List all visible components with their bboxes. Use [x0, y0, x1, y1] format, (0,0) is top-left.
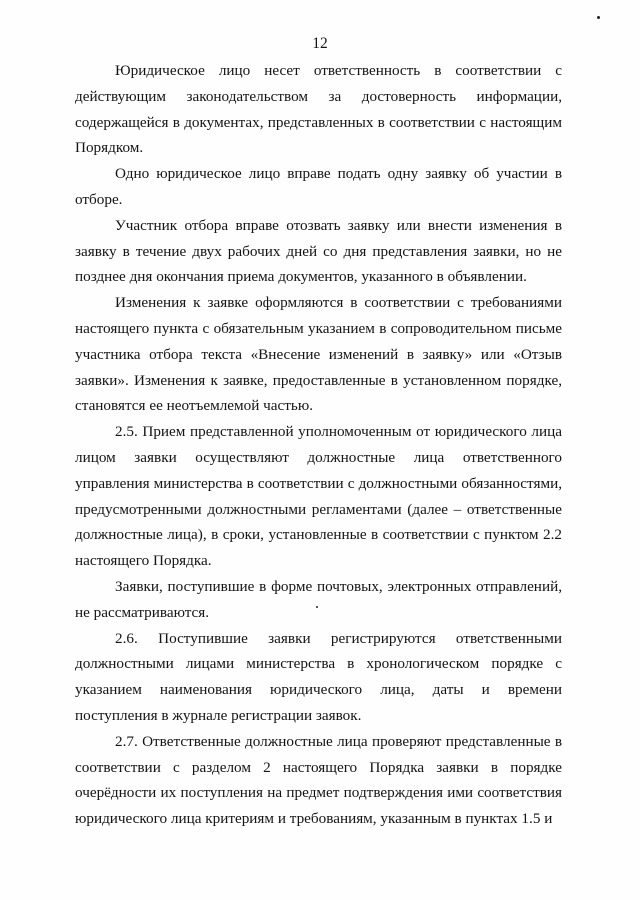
scan-speck [597, 16, 600, 19]
page-number: 12 [312, 35, 328, 52]
paragraph-2-7: 2.7. Ответственные должностные лица проверяют представленные в соответствии с разделом 2 настоящего Порядка заявки в порядке очерёдности их поступления на предмет подтверждения ими соответствия юридического лица критериям и требованиям, указанным в пунктах 1.5 и [75, 732, 562, 828]
paragraph-changes: Изменения к заявке оформляются в соответствии с требованиями настоящего пункта с обязательным указанием в сопроводительном письме участника отбора текста «Внесение изменений в заявку» или «Отзыв заявки». Изменения к заявке, предоставленные в установленном порядке, становятся ее неотъемлемой частью. [75, 294, 562, 415]
paragraph-2-6: 2.6. Поступившие заявки регистрируются ответственными должностными лицами министерства в хронологическом порядке с указанием наименования юридического лица, даты и времени поступления в журнале регистрации заявок. [75, 629, 562, 724]
scan-speck [316, 606, 318, 608]
paragraph-2-5: 2.5. Прием представленной уполномоченным от юридического лица лицом заявки осуществляют должностные лица ответственного управления министерства в соответствии с должностными обязанностями, предусмотренными должностными регламентами (далее – ответственные должностные лица), в сроки, установленные в соответствии с пунктом 2.2 настоящего Порядка. [75, 423, 562, 570]
paragraph-not-considered: Заявки, поступившие в форме почтовых, электронных отправлений, не рассматриваются. [75, 577, 562, 621]
paragraph-withdrawal: Участник отбора вправе отозвать заявку или внести изменения в заявку в течение двух рабочих дней со дня представления заявки, но не позднее дня окончания приема документов, указанного в объявлении. [75, 216, 562, 286]
paragraph-liability: Юридическое лицо несет ответственность в соответствии с действующим законодательством за достоверность информации, содержащейся в документах, представленных в соответствии с настоящим Порядком. [75, 62, 562, 157]
paragraph-one-application: Одно юридическое лицо вправе подать одну заявку об участии в отборе. [75, 165, 562, 208]
document-body [75, 58, 562, 832]
